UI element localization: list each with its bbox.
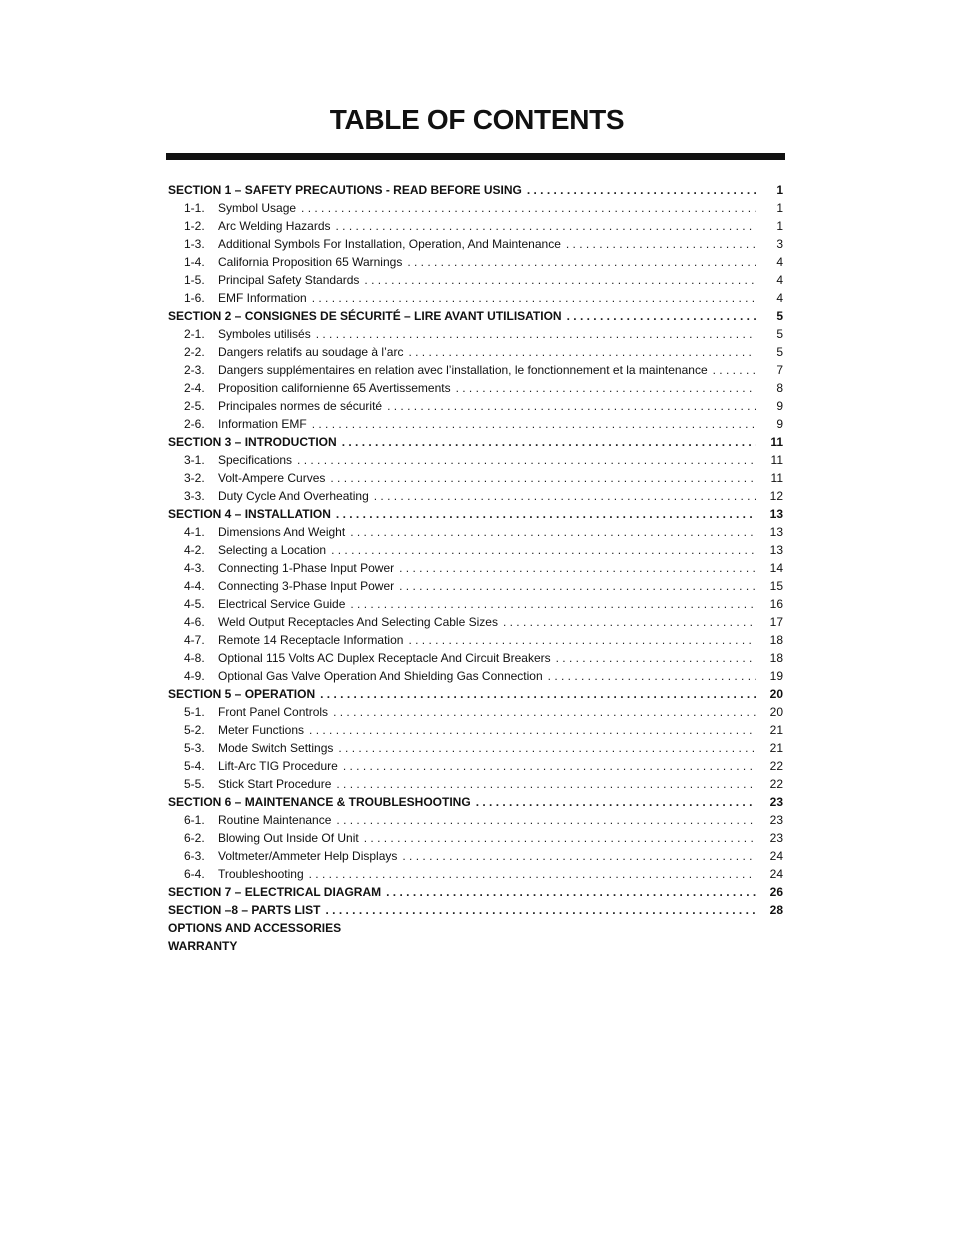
toc-item-number: 4-4. <box>184 579 205 593</box>
toc-section-row[interactable] <box>168 937 783 955</box>
toc-list <box>168 181 783 955</box>
toc-item-label: Electrical Service Guide <box>218 597 346 611</box>
toc-page-number: 11 <box>770 453 783 467</box>
toc-page-number: 1 <box>776 183 783 197</box>
toc-item-label: Principales normes de sécurité <box>218 399 383 413</box>
toc-page-number: 17 <box>769 615 783 629</box>
dot-leader <box>408 631 756 649</box>
toc-item-row[interactable] <box>168 829 783 847</box>
toc-page-number: 5 <box>776 345 783 359</box>
toc-item-label: Weld Output Receptacles And Selecting Cable Sizes <box>218 615 498 629</box>
toc-item-row[interactable] <box>168 235 783 253</box>
toc-section-row[interactable] <box>168 181 783 199</box>
toc-item-number: 5-5. <box>184 777 205 791</box>
dot-leader <box>301 199 756 217</box>
toc-item-row[interactable] <box>168 487 783 505</box>
toc-page-number: 22 <box>769 777 783 791</box>
toc-item-label: Dangers supplémentaires en relation avec l’installation, le fonctionnement et la maintenance <box>218 363 708 377</box>
toc-item-number: 2-4. <box>184 381 205 395</box>
toc-item-number: 4-1. <box>184 525 205 539</box>
dot-leader <box>316 325 756 343</box>
dot-leader <box>331 541 756 559</box>
dot-leader <box>336 217 757 235</box>
toc-item-number: 1-3. <box>184 237 205 251</box>
toc-section-row[interactable] <box>168 685 783 703</box>
toc-item-label: Blowing Out Inside Of Unit <box>218 831 359 845</box>
toc-item-number: 2-5. <box>184 399 205 413</box>
toc-item-label: Mode Switch Settings <box>218 741 334 755</box>
toc-section-row[interactable] <box>168 883 783 901</box>
toc-item-label: Arc Welding Hazards <box>218 219 331 233</box>
dot-leader <box>387 397 756 415</box>
toc-item-number: 3-2. <box>184 471 205 485</box>
dot-leader <box>309 865 756 883</box>
toc-page-number: 13 <box>769 507 783 521</box>
toc-page-number: 23 <box>769 795 783 809</box>
toc-item-label: Dimensions And Weight <box>218 525 346 539</box>
toc-page-number: 22 <box>769 759 783 773</box>
dot-leader <box>548 667 756 685</box>
toc-page-number: 14 <box>769 561 783 575</box>
toc-item-row[interactable] <box>168 523 783 541</box>
toc-section-row[interactable] <box>168 433 783 451</box>
toc-section-label: SECTION 5 – OPERATION <box>168 687 316 701</box>
toc-item-label: Dangers relatifs au soudage à l’arc <box>218 345 404 359</box>
toc-item-label: Volt-Ampere Curves <box>218 471 326 485</box>
dot-leader <box>333 703 756 721</box>
toc-item-label: Symbol Usage <box>218 201 297 215</box>
toc-item-row[interactable] <box>168 739 783 757</box>
dot-leader <box>336 505 756 523</box>
dot-leader <box>503 613 756 631</box>
dot-leader <box>297 451 756 469</box>
toc-item-row[interactable] <box>168 811 783 829</box>
toc-page-number: 9 <box>776 399 783 413</box>
toc-item-number: 1-1. <box>184 201 205 215</box>
toc-item-number: 1-2. <box>184 219 205 233</box>
toc-page-number: 28 <box>769 903 783 917</box>
toc-section-label: WARRANTY <box>168 939 238 953</box>
toc-item-label: Connecting 3-Phase Input Power <box>218 579 395 593</box>
toc-item-label: Principal Safety Standards <box>218 273 360 287</box>
toc-page-number: 1 <box>776 201 783 215</box>
toc-item-number: 4-8. <box>184 651 205 665</box>
toc-item-label: EMF Information <box>218 291 307 305</box>
toc-item-number: 5-3. <box>184 741 205 755</box>
dot-leader <box>336 775 756 793</box>
dot-leader <box>567 307 756 325</box>
toc-item-row[interactable] <box>168 775 783 793</box>
toc-item-label: Connecting 1-Phase Input Power <box>218 561 395 575</box>
dot-leader <box>386 883 756 901</box>
toc-page-number: 15 <box>769 579 783 593</box>
dot-leader <box>364 829 756 847</box>
toc-item-number: 6-4. <box>184 867 205 881</box>
dot-leader <box>408 343 756 361</box>
toc-item-row[interactable] <box>168 379 783 397</box>
toc-item-row[interactable] <box>168 703 783 721</box>
toc-page-number: 12 <box>769 489 783 503</box>
toc-item-number: 5-1. <box>184 705 205 719</box>
toc-item-row[interactable] <box>168 325 783 343</box>
toc-item-label: Proposition californienne 65 Avertissements <box>218 381 451 395</box>
toc-item-row[interactable] <box>168 865 783 883</box>
toc-item-row[interactable] <box>168 721 783 739</box>
toc-section-row[interactable] <box>168 793 783 811</box>
toc-section-row[interactable] <box>168 307 783 325</box>
dot-leader <box>336 811 756 829</box>
toc-item-label: Front Panel Controls <box>218 705 329 719</box>
toc-item-label: Troubleshooting <box>218 867 304 881</box>
toc-item-number: 2-2. <box>184 345 205 359</box>
toc-section-label: SECTION 1 – SAFETY PRECAUTIONS - READ BEFORE USING <box>168 183 522 197</box>
toc-section-label: SECTION –8 – PARTS LIST <box>168 903 321 917</box>
toc-item-number: 4-5. <box>184 597 205 611</box>
toc-item-label: Stick Start Procedure <box>218 777 332 791</box>
toc-item-number: 6-2. <box>184 831 205 845</box>
toc-item-number: 1-4. <box>184 255 205 269</box>
dot-leader <box>350 523 756 541</box>
toc-item-label: Remote 14 Receptacle Information <box>218 633 404 647</box>
dot-leader <box>399 559 756 577</box>
toc-item-number: 4-3. <box>184 561 205 575</box>
dot-leader <box>312 289 756 307</box>
dot-leader <box>330 469 756 487</box>
toc-item-row[interactable] <box>168 361 783 379</box>
dot-leader <box>527 181 756 199</box>
toc-item-number: 6-1. <box>184 813 205 827</box>
toc-page-number: 11 <box>770 435 783 449</box>
toc-page-number: 13 <box>769 543 783 557</box>
toc-item-number: 1-5. <box>184 273 205 287</box>
toc-item-number: 4-9. <box>184 669 205 683</box>
toc-item-row[interactable] <box>168 613 783 631</box>
dot-leader <box>456 379 756 397</box>
toc-item-row[interactable] <box>168 397 783 415</box>
toc-page-number: 21 <box>769 741 783 755</box>
toc-page-number: 23 <box>769 813 783 827</box>
toc-item-label: Lift-Arc TIG Procedure <box>218 759 338 773</box>
toc-item-row[interactable] <box>168 469 783 487</box>
toc-item-number: 2-3. <box>184 363 205 377</box>
toc-item-row[interactable] <box>168 289 783 307</box>
toc-section-label: OPTIONS AND ACCESSORIES <box>168 921 342 935</box>
dot-leader <box>566 235 756 253</box>
toc-item-row[interactable] <box>168 415 783 433</box>
dot-leader <box>364 271 756 289</box>
toc-page-number: 24 <box>769 849 783 863</box>
toc-item-label: Routine Maintenance <box>218 813 332 827</box>
dot-leader <box>407 253 756 271</box>
toc-item-label: California Proposition 65 Warnings <box>218 255 403 269</box>
toc-item-number: 4-7. <box>184 633 205 647</box>
toc-item-row[interactable] <box>168 631 783 649</box>
toc-page-number: 18 <box>769 651 783 665</box>
dot-leader <box>713 361 756 379</box>
toc-page-number: 8 <box>776 381 783 395</box>
toc-page-number: 21 <box>769 723 783 737</box>
toc-page-number: 5 <box>776 309 783 323</box>
toc-item-label: Voltmeter/Ammeter Help Displays <box>218 849 398 863</box>
toc-item-label: Meter Functions <box>218 723 305 737</box>
toc-item-label: Optional Gas Valve Operation And Shielding Gas Connection <box>218 669 543 683</box>
dot-leader <box>556 649 756 667</box>
dot-leader <box>402 847 756 865</box>
toc-page-number: 7 <box>776 363 783 377</box>
dot-leader <box>312 415 756 433</box>
dot-leader <box>374 487 756 505</box>
toc-item-row[interactable] <box>168 559 783 577</box>
toc-item-row[interactable] <box>168 847 783 865</box>
toc-page-number: 24 <box>769 867 783 881</box>
toc-item-row[interactable] <box>168 451 783 469</box>
toc-section-label: SECTION 4 – INSTALLATION <box>168 507 331 521</box>
toc-section-row[interactable] <box>168 901 783 919</box>
toc-section-label: SECTION 3 – INTRODUCTION <box>168 435 337 449</box>
toc-item-number: 4-6. <box>184 615 205 629</box>
toc-item-row[interactable] <box>168 649 783 667</box>
toc-item-number: 1-6. <box>184 291 205 305</box>
toc-item-row[interactable] <box>168 757 783 775</box>
toc-section-row[interactable] <box>168 919 783 937</box>
dot-leader <box>320 685 756 703</box>
toc-page-number: 13 <box>769 525 783 539</box>
toc-page-number: 5 <box>776 327 783 341</box>
toc-page-number: 26 <box>769 885 783 899</box>
dot-leader <box>325 901 756 919</box>
dot-leader <box>399 577 756 595</box>
toc-item-number: 4-2. <box>184 543 205 557</box>
toc-page-number: 11 <box>770 471 783 485</box>
toc-section-row[interactable] <box>168 505 783 523</box>
dot-leader <box>338 739 756 757</box>
toc-item-label: Specifications <box>218 453 293 467</box>
toc-page-number: 1 <box>776 219 783 233</box>
dot-leader <box>350 595 756 613</box>
toc-item-label: Optional 115 Volts AC Duplex Receptacle And Circuit Breakers <box>218 651 551 665</box>
toc-page-number: 19 <box>769 669 783 683</box>
toc-section-label: SECTION 2 – CONSIGNES DE SÉCURITÉ – LIRE AVANT UTILISATION <box>168 309 562 323</box>
toc-page-number: 4 <box>776 273 783 287</box>
toc-page-number: 18 <box>769 633 783 647</box>
toc-item-row[interactable] <box>168 217 783 235</box>
toc-item-label: Additional Symbols For Installation, Operation, And Maintenance <box>218 237 561 251</box>
toc-section-label: SECTION 6 – MAINTENANCE & TROUBLESHOOTING <box>168 795 471 809</box>
toc-item-number: 3-1. <box>184 453 205 467</box>
dot-leader <box>476 793 756 811</box>
toc-page-number: 20 <box>769 687 783 701</box>
dot-leader <box>343 757 756 775</box>
toc-item-row[interactable] <box>168 199 783 217</box>
toc-item-row[interactable] <box>168 595 783 613</box>
toc-page-number: 16 <box>769 597 783 611</box>
toc-item-label: Symboles utilisés <box>218 327 311 341</box>
toc-item-row[interactable] <box>168 271 783 289</box>
toc-page-number: 3 <box>776 237 783 251</box>
toc-item-number: 3-3. <box>184 489 205 503</box>
dot-leader <box>342 433 756 451</box>
toc-item-label: Selecting a Location <box>218 543 327 557</box>
toc-item-number: 5-2. <box>184 723 205 737</box>
toc-item-row[interactable] <box>168 667 783 685</box>
toc-item-number: 5-4. <box>184 759 205 773</box>
toc-item-number: 2-1. <box>184 327 205 341</box>
title-rule <box>166 153 785 160</box>
toc-page-number: 20 <box>769 705 783 719</box>
toc-page-number: 4 <box>776 291 783 305</box>
toc-item-row[interactable] <box>168 577 783 595</box>
toc-section-label: SECTION 7 – ELECTRICAL DIAGRAM <box>168 885 382 899</box>
toc-page-number: 9 <box>776 417 783 431</box>
toc-item-number: 2-6. <box>184 417 205 431</box>
toc-item-number: 6-3. <box>184 849 205 863</box>
toc-item-row[interactable] <box>168 253 783 271</box>
toc-item-row[interactable] <box>168 343 783 361</box>
toc-item-label: Information EMF <box>218 417 307 431</box>
dot-leader <box>309 721 756 739</box>
toc-item-label: Duty Cycle And Overheating <box>218 489 369 503</box>
toc-page-number: 4 <box>776 255 783 269</box>
page-title: TABLE OF CONTENTS <box>329 104 625 135</box>
toc-page-number: 23 <box>769 831 783 845</box>
toc-item-row[interactable] <box>168 541 783 559</box>
